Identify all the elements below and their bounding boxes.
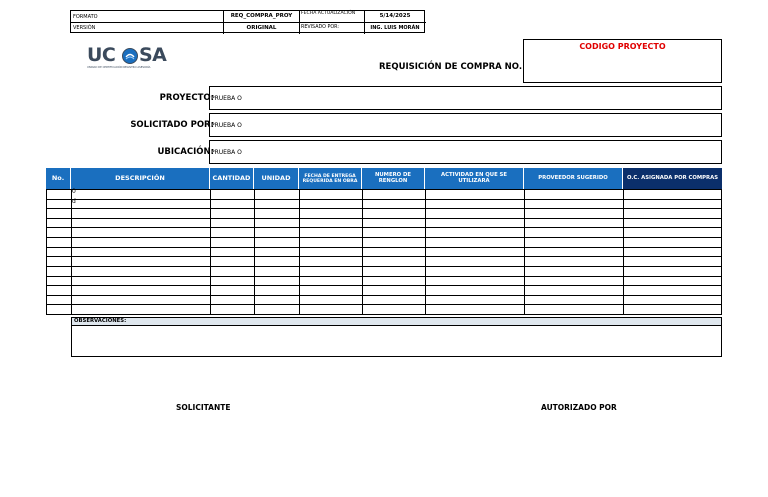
table-row[interactable] xyxy=(71,276,210,286)
revisado-value: ING. LUIS MORÁN xyxy=(370,25,420,31)
logo-text-sa: SA xyxy=(139,44,167,66)
proyecto-label: PROYECTO: xyxy=(159,93,214,103)
proyecto-value: PRUEBA O xyxy=(211,95,242,102)
table-row[interactable] xyxy=(71,218,210,228)
version-value: ORIGINAL xyxy=(246,25,277,31)
fecha-label: FECHA ACTUALIZACIÓN xyxy=(301,11,356,16)
col-header-proveedor: PROVEEDOR SUGERIDO xyxy=(524,168,623,189)
globe-icon xyxy=(122,48,138,64)
company-logo xyxy=(85,46,185,74)
table-row[interactable] xyxy=(71,304,210,314)
table-row-divider xyxy=(46,314,722,315)
col-header-actividad: ACTIVIDAD EN QUE SE UTILIZARA xyxy=(425,168,524,189)
observaciones-label: OBSERVACIONES: xyxy=(74,318,127,324)
ubicacion-value: PRUEBA O xyxy=(211,149,242,156)
col-header-descripcion: DESCRIPCIÓN xyxy=(71,168,210,189)
table-row[interactable] xyxy=(71,189,210,199)
col-header-fecha: FECHA DE ENTREGA REQUERIDA EN OBRA xyxy=(299,168,362,189)
col-header-no: No. xyxy=(46,168,71,189)
ubicacion-label: UBICACIÓN: xyxy=(157,147,214,157)
table-row[interactable] xyxy=(71,208,210,218)
table-row[interactable] xyxy=(71,227,210,237)
autorizado-label: AUTORIZADO POR xyxy=(541,403,617,412)
solicitante-label: SOLICITANTE xyxy=(176,403,231,412)
meta-table xyxy=(70,10,425,33)
table-row[interactable] xyxy=(71,247,210,257)
row-description: d xyxy=(72,197,76,205)
col-header-cantidad: CANTIDAD xyxy=(210,168,254,189)
logo-text-uc: UC xyxy=(87,44,116,66)
solicitado-value: PRUEBA O xyxy=(211,122,242,129)
codigo-proyecto-box xyxy=(523,39,722,83)
row-description: 0 xyxy=(72,188,76,195)
solicitado-field[interactable] xyxy=(209,113,722,137)
version-label: VERSIÓN xyxy=(73,25,96,31)
ubicacion-field[interactable] xyxy=(209,140,722,164)
document-title: REQUISICIÓN DE COMPRA NO. xyxy=(379,62,523,72)
formato-value: REQ_COMPRA_PROY xyxy=(230,13,293,19)
table-row[interactable] xyxy=(71,237,210,247)
table-row[interactable] xyxy=(71,285,210,295)
fecha-value: 5/14/2025 xyxy=(379,13,411,19)
table-row[interactable] xyxy=(71,295,210,305)
revisado-label: REVISADO POR: xyxy=(301,25,339,30)
col-header-renglon: NUMERO DE RENGLON xyxy=(362,168,425,189)
formato-label: FORMATO xyxy=(73,14,98,20)
table-row[interactable] xyxy=(71,199,210,209)
col-header-oc: O.C. ASIGNADA POR COMPRAS xyxy=(623,168,722,189)
solicitado-label: SOLICITADO POR: xyxy=(130,120,214,130)
table-row[interactable] xyxy=(71,256,210,266)
col-header-unidad: UNIDAD xyxy=(254,168,299,189)
table-row[interactable] xyxy=(71,266,210,276)
proyecto-field[interactable] xyxy=(209,86,722,110)
observaciones-box[interactable] xyxy=(71,317,722,357)
codigo-proyecto-label: CODIGO PROYECTO xyxy=(579,42,666,51)
logo-tagline: UNIDAD DE CERTIFICACIÓN REGISTRO ASESORÍA xyxy=(87,66,151,69)
